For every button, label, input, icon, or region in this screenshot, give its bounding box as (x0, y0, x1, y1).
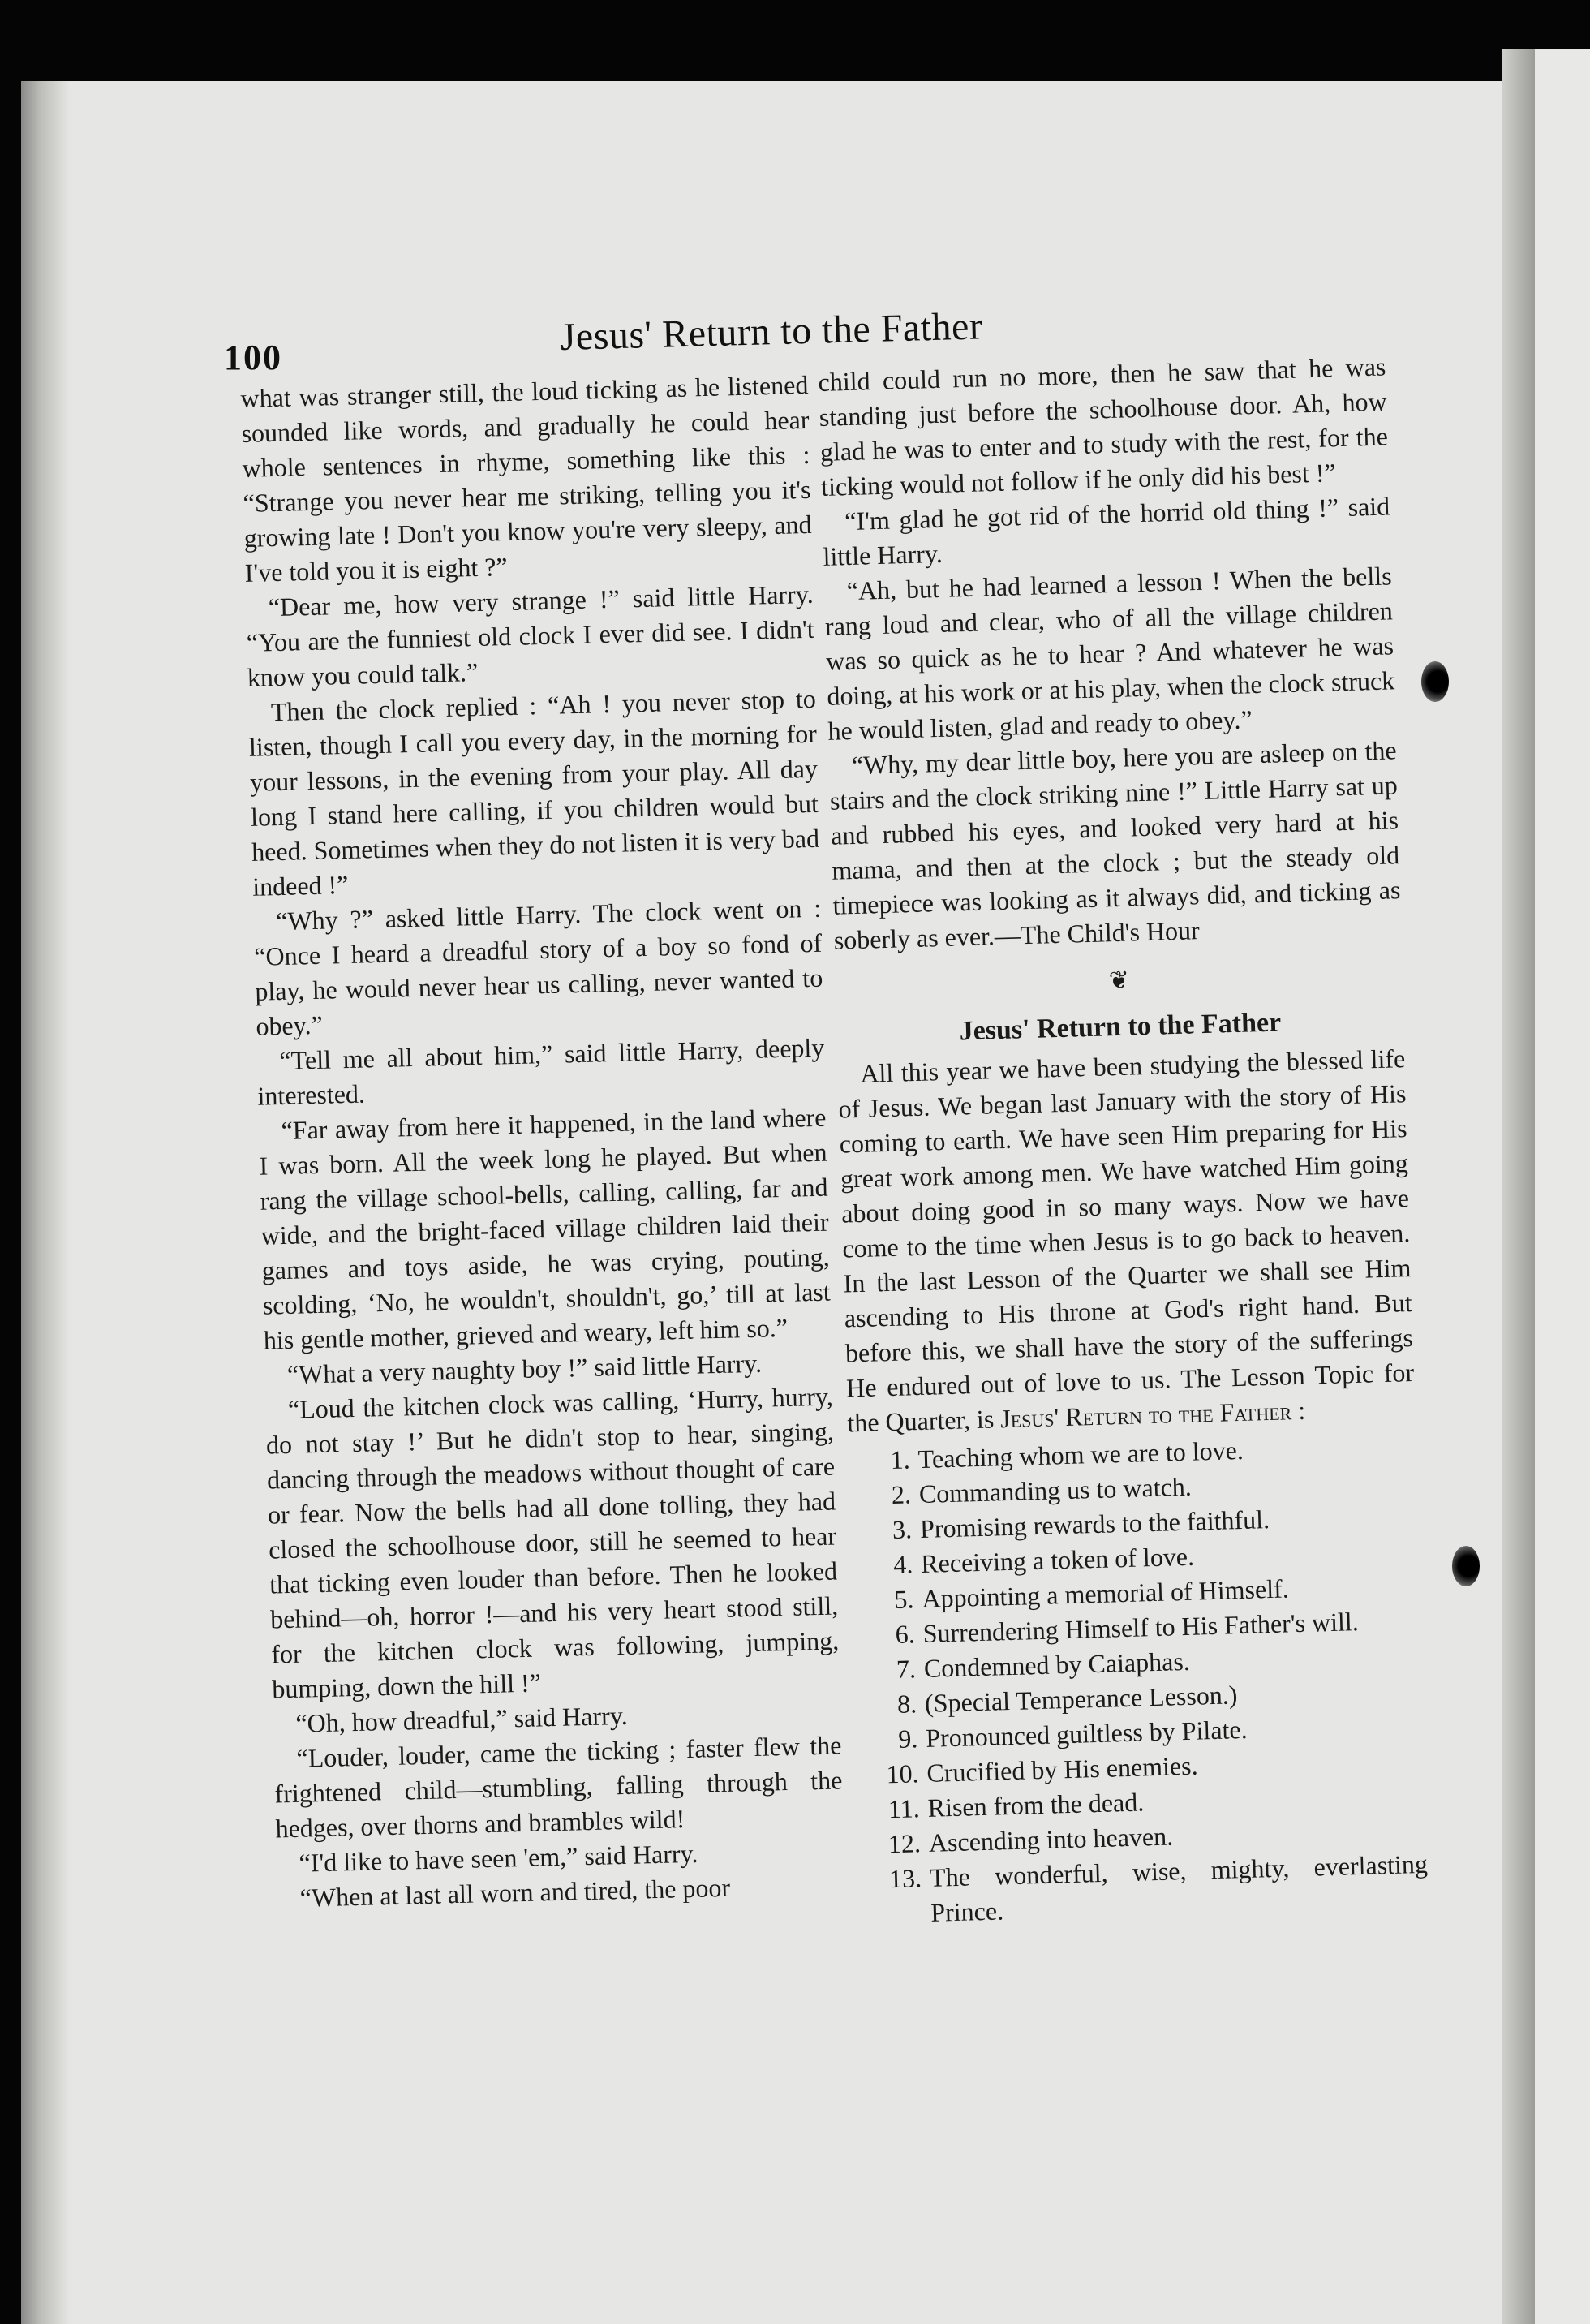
lesson-number: 13. (888, 1863, 922, 1894)
paragraph: what was stranger still, the loud ticking as he listened sounded like words, and gradually he could hear whole sentences in rhyme, something like this : “Strange you never hear me striking, telling you it's growing late ! Don't you know you're very sleepy, and I've told you it is eight ?” (240, 369, 812, 587)
paragraph: “When at last all worn and tired, the poor (299, 1872, 731, 1913)
paragraph: “Far away from here it happened, in the land where I was born. All the week long he played. But when rang the village school-bells, calling, calling, far and wide, and the bright-faced village children laid their games and toys aside, he was crying, pouting, scolding, ‘No, he wouldn't, shouldn't, go,’ till at last his gentle mother, grieved and weary, left him so.” (259, 1102, 832, 1355)
page-binding-shadow (21, 81, 70, 2324)
binding-hole-icon (1452, 1546, 1480, 1586)
section-intro: All this year we have been studying the blessed life of Jesus. We began last January with the story of His coming to earth. We have seen Him preparing for His great work among men. We have watched Him going about doing good in so many ways. Now we have come to the time when Jesus is to go back to heaven. In the last Lesson of the Quarter we shall see Him ascending to His throne at God's right hand. But before this, we shall have the story of the sufferings He endured out of love to us. The Lesson Topic for the Quarter, is Jesus' Return to the Father : (838, 1044, 1415, 1438)
lesson-number: 8. (896, 1689, 917, 1719)
page-number: 100 (224, 338, 282, 377)
lesson-title: Ascending into heaven. (928, 1821, 1174, 1857)
lesson-number: 2. (891, 1479, 912, 1509)
lesson-title: The wonderful, wise, mighty, everlasting Prince. (929, 1848, 1429, 1927)
lesson-title: Receiving a token of love. (920, 1541, 1195, 1579)
lesson-title: Commanding us to watch. (918, 1471, 1192, 1509)
lesson-number: 6. (895, 1619, 916, 1649)
right-column (818, 349, 1429, 1932)
paragraph: “Dear me, how very strange !” said little Harry. “You are the funniest old clock I ever did see. I didn't know you could talk.” (246, 579, 815, 692)
lesson-title: Surrendering Himself to His Father's will. (922, 1606, 1360, 1648)
lesson-title: (Special Temperance Lesson.) (924, 1680, 1238, 1718)
lesson-number: 1. (890, 1444, 911, 1475)
lesson-list (848, 1428, 1429, 1932)
paragraph: “Tell me all about him,” said little Harry, deeply interested. (257, 1032, 825, 1111)
running-head: Jesus' Return to the Father (560, 304, 983, 359)
lesson-number: 11. (887, 1793, 921, 1824)
paragraph: “Louder, louder, came the ticking ; faster flew the frightened child—stumbling, falling through the hedges, over thorns and brambles wild! (274, 1730, 843, 1844)
lesson-title: Risen from the dead. (927, 1787, 1145, 1823)
page-edge (1502, 49, 1535, 2324)
lesson-number: 12. (887, 1828, 922, 1859)
lesson-title: Promising rewards to the faithful. (919, 1504, 1270, 1544)
right-column-text (818, 349, 1402, 958)
paragraph: “Oh, how dreadful,” said Harry. (294, 1700, 629, 1738)
lesson-title: Crucified by His enemies. (926, 1750, 1199, 1788)
left-column (240, 368, 845, 1917)
paragraph: “Loud the kitchen clock was calling, ‘Hurry, hurry, do not stay !’ But he didn't stop to hear, singing, dancing through the meadows without thought of care or fear. Now the bells had all done tolling, they had closed the schoolhouse door, still he seemed to hear that ticking even louder than before. Then he looked behind—oh, horror !—and his very heart stood still, for the kitchen clock was following, jumping, bumping, down the hill !” (265, 1381, 840, 1704)
lesson-topic: Jesus' Return to the Father : (999, 1395, 1306, 1434)
paragraph: “Why ?” asked little Harry. The clock went on : “Once I heard a dreadful story of a boy so fond of play, he would never hear us calling, never wanted to obey.” (253, 893, 823, 1041)
binding-hole-icon (1421, 661, 1449, 702)
paragraph: Then the clock replied : “Ah ! you never stop to listen, though I call you every day, in the morning for your lessons, in the evening from your play. All day long I stand here calling, if you children would but heed. Sometimes when they do not listen it is very bad indeed !” (248, 683, 820, 902)
lesson-title: Teaching whom we are to love. (917, 1435, 1244, 1474)
lesson-number: 9. (897, 1724, 918, 1754)
lesson-title: Pronounced guiltless by Pilate. (925, 1714, 1248, 1753)
section-heading: Jesus' Return to the Father (959, 1007, 1282, 1047)
lesson-number: 10. (886, 1758, 920, 1789)
lesson-title: Appointing a memorial of Himself. (921, 1573, 1290, 1613)
lesson-number: 7. (896, 1654, 917, 1684)
lesson-number: 5. (894, 1584, 914, 1614)
lesson-number: 3. (892, 1514, 913, 1544)
paragraph: “I'm glad he got rid of the horrid old thing !” said little Harry. (823, 491, 1390, 571)
paragraph: child could run no more, then he saw that he was standing just before the schoolhouse door. Ah, how glad he was to enter and to study with the rest, for the ticking would not follow if he only did his best !” (818, 351, 1389, 501)
lesson-title: Condemned by Caiaphas. (923, 1646, 1191, 1683)
paragraph: “Why, my dear little boy, here you are asleep on the stairs and the clock striking nine !” Little Harry sat up and rubbed his eyes, and looked very hard at his mama, and then at the clock ; but the steady old timepiece was looking as it always did, and ticking as soberly as ever.—The Child's Hour (829, 735, 1401, 955)
ornament-icon: ❦ (1108, 966, 1130, 995)
facing-page-strip (1535, 49, 1590, 2324)
paragraph: “Ah, but he had learned a lesson ! When the bells rang loud and clear, who of all the village children was so quick as he to hear ? And whatever he was doing, at his work or at his play, when the clock struck he would listen, glad and ready to obey.” (824, 561, 1395, 746)
lesson-number: 4. (892, 1549, 913, 1579)
paragraph: “I'd like to have seen 'em,” said Harry. (299, 1838, 698, 1878)
paragraph: “What a very naughty boy !” said little Harry. (286, 1348, 763, 1389)
